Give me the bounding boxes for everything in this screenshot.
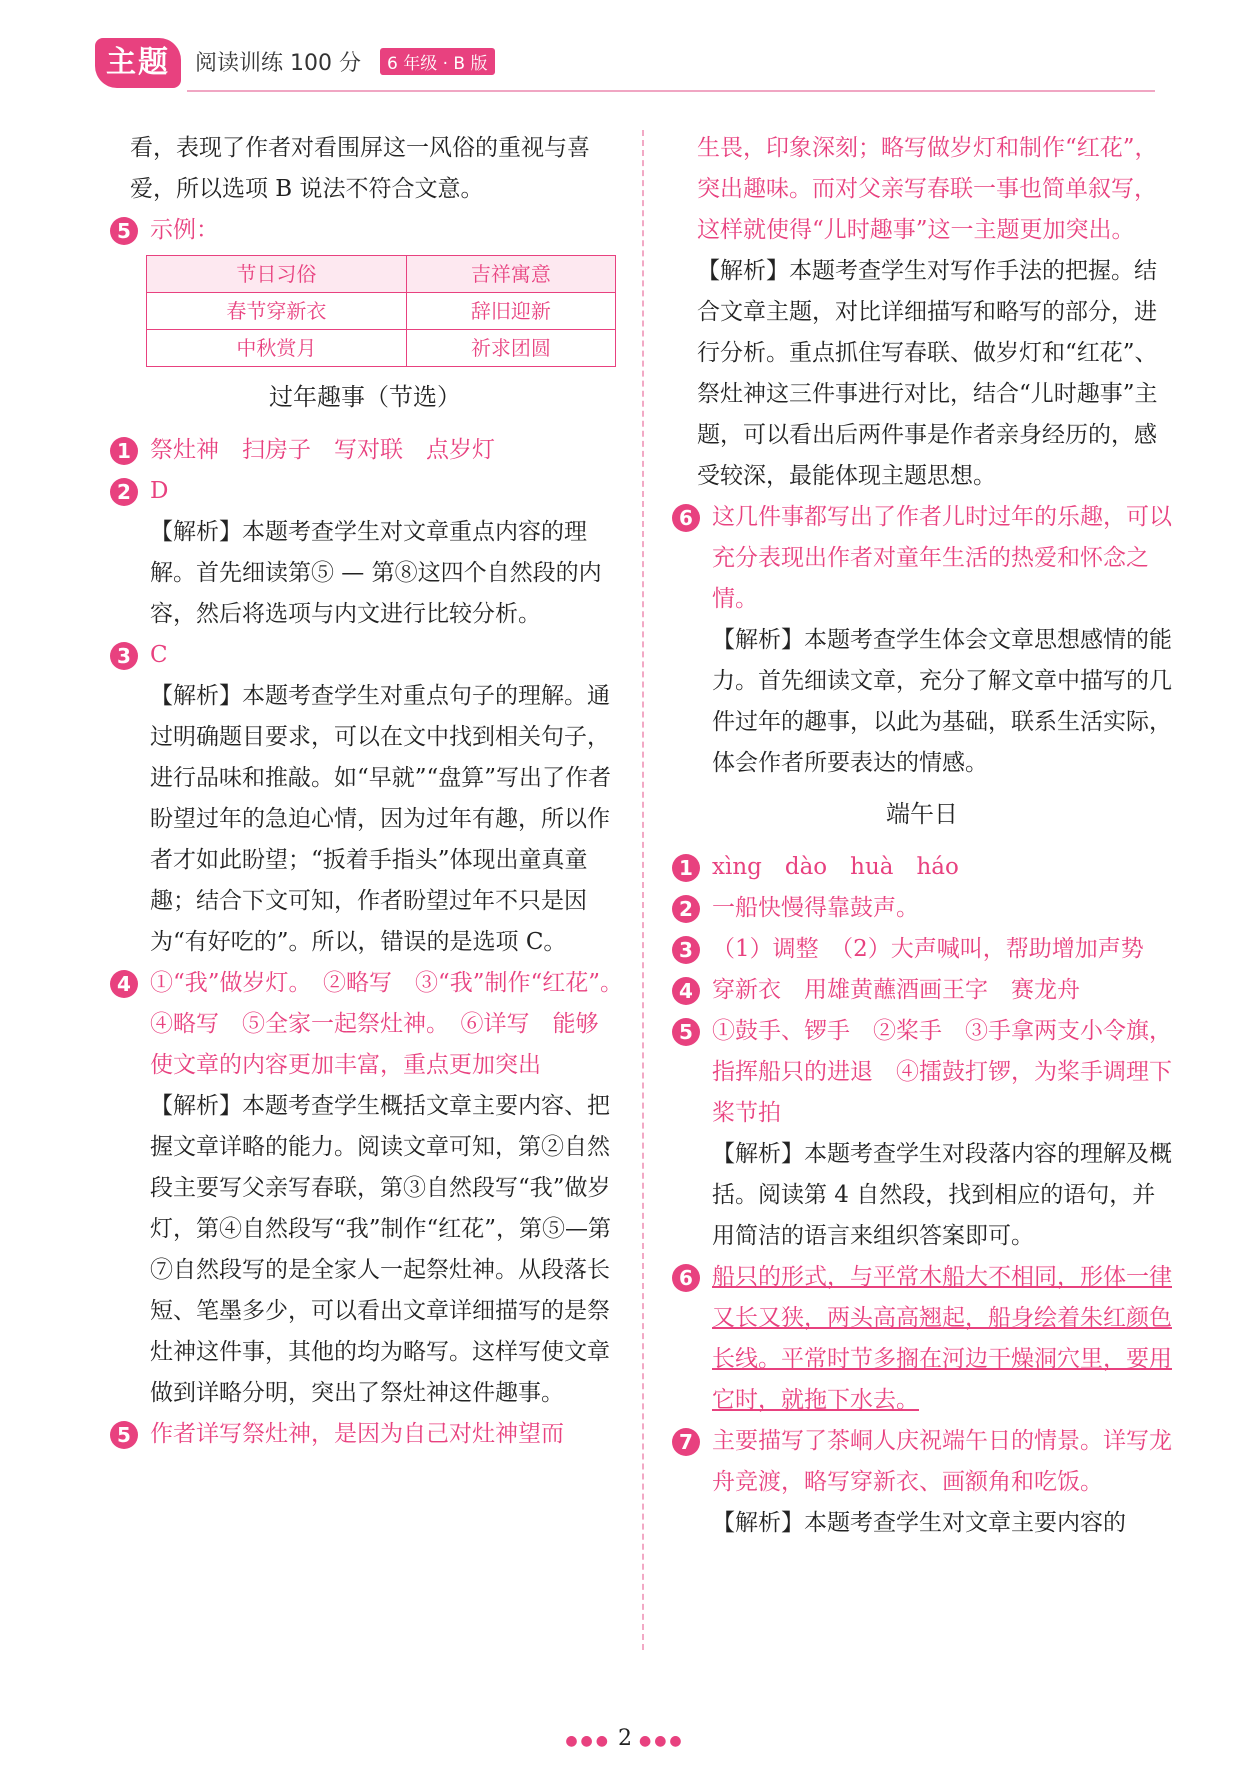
column-divider [642,130,644,1650]
example-label: 示例： [150,217,219,243]
analysis-text: 【解析】本题考查学生概括文章主要内容、把握文章详略的能力。阅读文章可知，第②自然段主要写父亲写春联，第③自然段写“我”做岁灯，第④自然段写“我”制作“红花”，第⑤—第⑦自然段写的是全家人一起祭灶神。从段落长短、笔墨多少，可以看出文章详细描写的是祭灶神这件事，其他的均为略写。这样写使文章做到详略分明，突出了祭灶神这件趣事。 [150,1093,612,1406]
table-cell: 中秋赏月 [147,330,407,367]
question-number: 5 [110,217,138,245]
answer-text: 船只的形式，与平常木船大不相同，形体一律又长又狭，两头高高翘起，船身绘着朱红颜色长线。平常时节多搁在河边干燥洞穴里，要用它时，就拖下水去。 [712,1264,1172,1413]
analysis-text: 【解析】本题考查学生对文章主要内容的 [712,1510,1126,1536]
question-number: 5 [672,1018,700,1046]
answer-text: 祭灶神 扫房子 写对联 点岁灯 [150,437,495,463]
answer-text: xìng dào huà háo [712,854,959,880]
decor-dots-right: ●●● [639,1733,685,1749]
page-number: 2 [618,1726,632,1751]
header-divider [187,90,1155,92]
analysis-text: 【解析】本题考查学生对文章重点内容的理解。首先细读第⑤ — 第⑧这四个自然段的内容，然后将选项与内文进行比较分析。 [150,519,602,627]
question-number: 1 [110,437,138,465]
answer-text: ①鼓手、锣手 ②桨手 ③手拿两支小令旗，指挥船只的进退 ④擂鼓打锣，为桨手调理下桨节拍 [712,1018,1172,1126]
table-row [147,330,616,367]
answer-text: 主要描写了茶峒人庆祝端午日的情景。详写龙舟竞渡，略写穿新衣、画额角和吃饭。 [712,1428,1172,1495]
customs-table [146,255,616,367]
answer-text: D [150,478,169,504]
answer-item [110,430,620,471]
answer-item [672,888,1172,929]
page-header [95,38,1155,94]
answer-item [672,847,1172,888]
table-row [147,293,616,330]
section-title: 端午日 [886,800,958,828]
question-number: 4 [672,977,700,1005]
analysis-text: 【解析】本题考查学生体会文章思想感情的能力。首先细读文章，充分了解文章中描写的几件过年的趣事，以此为基础，联系生活实际，体会作者所要表达的情感。 [712,627,1172,776]
left-column [110,128,635,1455]
answer-text: 穿新衣 用雄黄蘸酒画王字 赛龙舟 [712,977,1080,1003]
grade-badge: 6 年级 · B 版 [380,48,495,75]
question-number: 3 [672,936,700,964]
answer-item [672,497,1172,620]
answer-item [672,1011,1172,1134]
book-title: 阅读训练 100 分 [195,51,361,76]
question-number: 6 [672,504,700,532]
question-number: 1 [672,854,700,882]
question-number: 2 [672,895,700,923]
question-number: 2 [110,478,138,506]
answer-item [672,1257,1172,1421]
answer-item [672,1421,1172,1503]
answer-text: 一船快慢得靠鼓声。 [712,895,919,921]
table-cell: 春节穿新衣 [147,293,407,330]
analysis-text: 【解析】本题考查学生对写作手法的把握。结合文章主题，对比详细描写和略写的部分，进行分析。重点抓住写春联、做岁灯和“红花”、祭灶神这三件事进行对比，结合“儿时趣事”主题，可以看出后两件事是作者亲身经历的，感受较深，最能体现主题思想。 [697,258,1158,489]
table-cell: 祈求团圆 [406,330,615,367]
answer-text: 这几件事都写出了作者儿时过年的乐趣，可以充分表现出作者对童年生活的热爱和怀念之情。 [712,504,1172,612]
answer-text: （1）调整 （2）大声喊叫，帮助增加声势 [712,936,1144,962]
decor-dots-left: ●●● [565,1733,611,1749]
answer-text: ①“我”做岁灯。 ②略写 ③“我”制作“红花”。 ④略写 ⑤全家一起祭灶神。 ⑥详写 能够使文章的内容更加丰富，重点更加突出 [150,970,635,1078]
answer-item [110,471,620,512]
table-header-cell: 吉祥寓意 [406,256,615,293]
answer-text: C [150,642,168,668]
answer-item [110,963,635,1086]
answer-item [110,1414,620,1455]
analysis-text: 【解析】本题考查学生对重点句子的理解。通过明确题目要求，可以在文中找到相关句子，进行品味和推敲。如“早就”“盘算”写出了作者盼望过年的急迫心情，因为过年有趣，所以作者才如此盼望；“扳着手指头”体现出童真童趣；结合下文可知，作者盼望过年不只是因为“有好吃的”。所以，错误的是选项 C。 [150,683,612,955]
section-title: 过年趣事（节选） [269,383,461,411]
table-header-cell: 节日习俗 [147,256,407,293]
table-header-row [147,256,616,293]
question-number: 5 [110,1421,138,1449]
question-number: 3 [110,642,138,670]
answer-item-5-example [110,210,620,251]
answer-item [672,970,1172,1011]
answer-item [110,635,620,676]
answer-item [672,929,1172,970]
answer-continuation: 生畏，印象深刻；略写做岁灯和制作“红花”，突出趣味。而对父亲写春联一事也简单叙写，这样就使得“儿时趣事”这一主题更加突出。 [697,135,1158,243]
question-number: 6 [672,1264,700,1292]
theme-logo: 主题 [95,38,181,88]
page-footer [0,1726,1250,1751]
table-cell: 辞旧迎新 [406,293,615,330]
question-number: 4 [110,970,138,998]
analysis-text: 【解析】本题考查学生对段落内容的理解及概括。阅读第 4 自然段，找到相应的语句，并用简洁的语言来组织答案即可。 [712,1141,1172,1249]
right-column [672,128,1172,1544]
intro-text: 看，表现了作者对看围屏这一风俗的重视与喜爱，所以选项 B 说法不符合文意。 [130,135,590,202]
answer-text: 作者详写祭灶神，是因为自己对灶神望而 [150,1421,564,1447]
question-number: 7 [672,1428,700,1456]
